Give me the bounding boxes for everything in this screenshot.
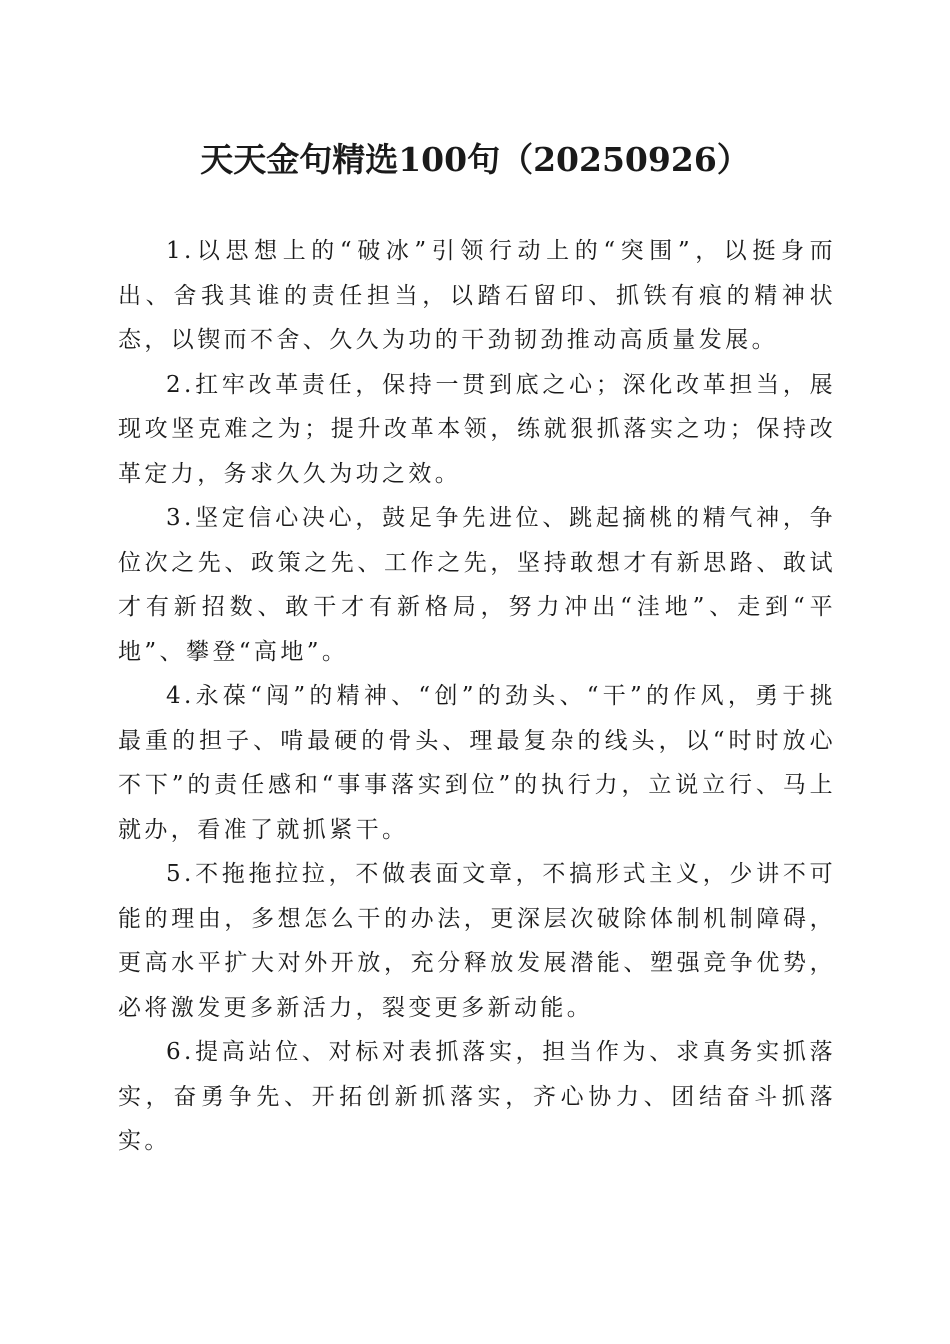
paragraph-2: 2.扛牢改革责任，保持一贯到底之心；深化改革担当，展现攻坚克难之为；提升改革本领，练就狠抓落实之功；保持改革定力，务求久久为功之效。 (118, 371, 836, 487)
document-title: 天天金句精选100句（20250926） (200, 140, 750, 179)
paragraph-6: 6.提高站位、对标对表抓落实，担当作为、求真务实抓落实，奋勇争先、开拓创新抓落实，齐心协力、团结奋斗抓落实。 (118, 1039, 836, 1154)
document-body (118, 229, 836, 1164)
paragraph-5: 5.不拖拖拉拉，不做表面文章，不搞形式主义，少讲不可能的理由，多想怎么干的办法，更深层次破除体制机制障碍，更高水平扩大对外开放，充分释放发展潜能、塑强竞争优势，必将激发更多新活力，裂变更多新动能。 (118, 861, 836, 1021)
paragraph-1: 1.以思想上的“破冰”引领行动上的“突围”，以挺身而出、舍我其谁的责任担当，以踏石留印、抓铁有痕的精神状态，以锲而不舍、久久为功的干劲韧劲推动高质量发展。 (118, 238, 836, 353)
paragraph-3: 3.坚定信心决心，鼓足争先进位、跳起摘桃的精气神，争位次之先、政策之先、工作之先，坚持敢想才有新思路、敢试才有新招数、敢干才有新格局，努力冲出“洼地”、走到“平地”、攀登“高地”。 (118, 505, 836, 665)
paragraph-4: 4.永葆“闯”的精神、“创”的劲头、“干”的作风，勇于挑最重的担子、啃最硬的骨头、理最复杂的线头，以“时时放心不下”的责任感和“事事落实到位”的执行力，立说立行、马上就办，看准了就抓紧干。 (118, 683, 836, 843)
